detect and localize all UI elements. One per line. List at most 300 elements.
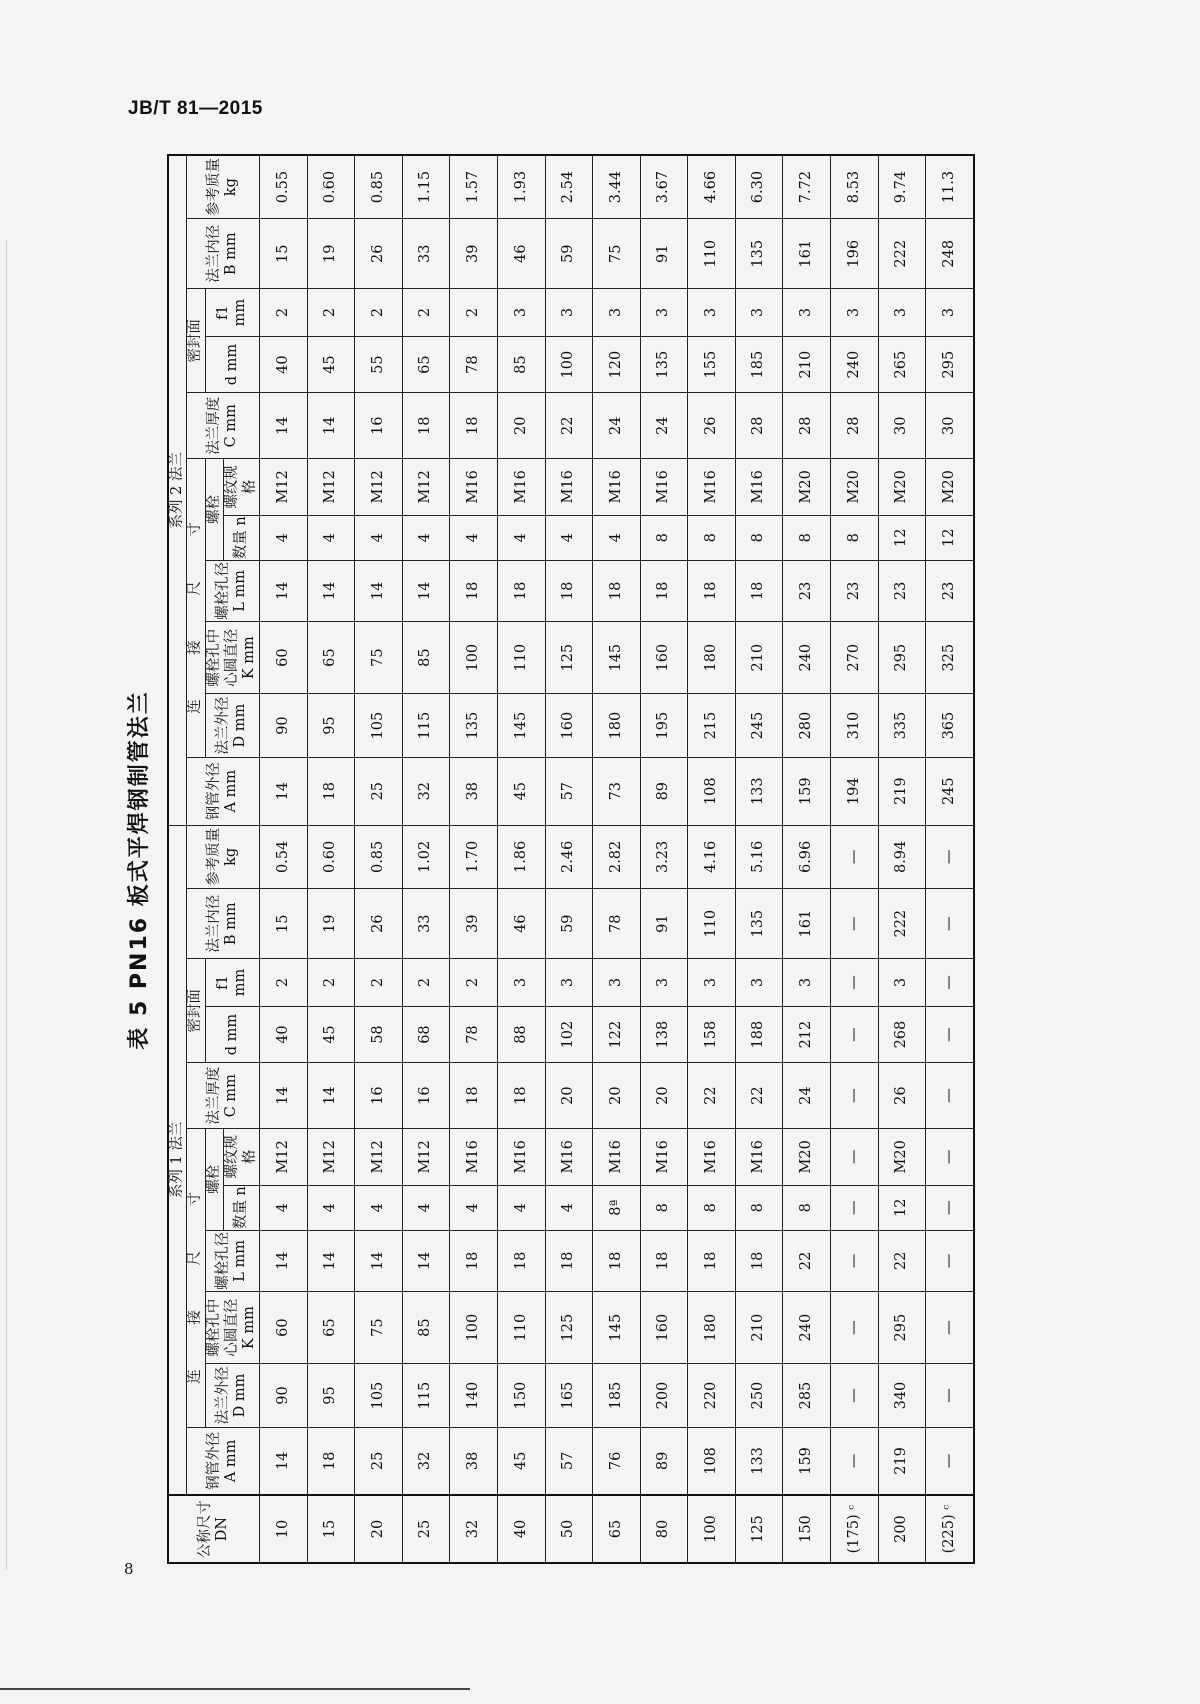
series2-cell: 14 [259,393,307,459]
dn-cell: 50 [545,1495,593,1563]
series2-cell: 325 [926,621,974,693]
series2-cell: 145 [497,694,545,757]
series1-cell: — [831,1364,879,1427]
series2-cell: 30 [926,393,974,459]
series1-cell: 110 [497,1291,545,1363]
series2-cell: 135 [735,219,783,289]
series2-cell: 0.55 [259,155,307,219]
series2-cell: 18 [735,560,783,621]
series2-cell: 108 [688,757,736,825]
series1-cell: 22 [783,1230,831,1291]
series1-cell: — [831,1006,879,1063]
series1-cell: 115 [402,1364,450,1427]
series1-cell: 219 [878,1427,926,1495]
s2-bolt-count-header: 数量 n [224,515,260,560]
series1-cell: — [831,1128,879,1185]
series2-cell: 159 [783,757,831,825]
series2-cell: 18 [307,757,355,825]
series2-cell: 3 [926,289,974,337]
series2-cell: 3 [783,289,831,337]
series1-cell: 16 [355,1063,403,1129]
series1-cell: 188 [735,1006,783,1063]
series1-cell: — [926,1128,974,1185]
series1-cell: 200 [640,1364,688,1427]
series2-cell: 8.53 [831,155,879,219]
series2-cell: 240 [783,621,831,693]
series1-cell: 185 [593,1364,641,1427]
series2-cell: 18 [593,560,641,621]
dn-cell: 20 [355,1495,403,1563]
table-row [640,155,688,1563]
series2-cell: 135 [450,694,498,757]
series1-cell: 78 [450,1006,498,1063]
series1-cell: 4.16 [688,825,736,888]
series1-cell: 2 [450,959,498,1007]
s1-bore-header: 法兰内径 B mm [187,889,260,959]
series1-cell: 165 [545,1364,593,1427]
series2-cell: 155 [688,336,736,393]
series1-cell: 18 [450,1230,498,1291]
series1-cell: 2.46 [545,825,593,888]
series1-cell: 150 [497,1364,545,1427]
series2-cell: 4 [259,515,307,560]
dn-header: 公称尺寸 DN [168,1495,259,1563]
series2-cell: 3 [688,289,736,337]
series2-cell: 46 [497,219,545,289]
series2-cell: 12 [878,515,926,560]
series1-cell: 18 [307,1427,355,1495]
series2-cell: 32 [402,757,450,825]
series1-cell: 22 [688,1063,736,1129]
series2-cell: 295 [926,336,974,393]
s2-connection-header: 连 接 尺 寸 [187,459,205,758]
dn-cell: 200 [878,1495,926,1563]
series1-cell: — [926,959,974,1007]
series1-cell: 22 [735,1063,783,1129]
series1-cell: 32 [402,1427,450,1495]
series2-cell: 115 [402,694,450,757]
series2-cell: 16 [355,393,403,459]
s1-seal-header: 密封面 [187,959,205,1063]
series2-cell: 89 [640,757,688,825]
series1-cell: 210 [735,1291,783,1363]
series2-cell: 295 [878,621,926,693]
series2-cell: 23 [926,560,974,621]
series2-cell: 39 [450,219,498,289]
series1-cell: 4 [450,1185,498,1230]
series1-cell: 3 [735,959,783,1007]
series1-cell: 68 [402,1006,450,1063]
series2-cell: 18 [688,560,736,621]
table-row [783,155,831,1563]
series2-cell: 26 [355,219,403,289]
series1-cell: 25 [355,1427,403,1495]
series2-cell: 133 [735,757,783,825]
table-row [831,155,879,1563]
series1-cell: 159 [783,1427,831,1495]
series1-cell: 3 [545,959,593,1007]
series2-cell: 180 [688,621,736,693]
series2-cell: 91 [640,219,688,289]
series1-cell: 24 [783,1063,831,1129]
series1-cell: 220 [688,1364,736,1427]
series1-cell: 8 [640,1185,688,1230]
series1-cell: 95 [307,1364,355,1427]
series1-cell: — [926,1364,974,1427]
series1-cell: 14 [307,1230,355,1291]
series2-cell: 2 [450,289,498,337]
series1-cell: — [926,1063,974,1129]
series1-cell: — [831,1185,879,1230]
series2-cell: 365 [926,694,974,757]
series1-cell: 26 [878,1063,926,1129]
series2-cell: M20 [878,459,926,516]
series1-cell: 20 [545,1063,593,1129]
series2-cell: 28 [735,393,783,459]
series2-cell: 18 [450,560,498,621]
series2-cell: 3 [640,289,688,337]
series2-cell: 7.72 [783,155,831,219]
series1-cell: 3 [783,959,831,1007]
series1-cell: 285 [783,1364,831,1427]
series2-cell: M20 [926,459,974,516]
series2-cell: 3 [497,289,545,337]
series2-cell: 0.85 [355,155,403,219]
series1-cell: 38 [450,1427,498,1495]
series2-cell: 3.44 [593,155,641,219]
series1-cell: 59 [545,889,593,959]
series1-cell: 3.23 [640,825,688,888]
series1-cell: — [831,889,879,959]
series2-cell: 0.60 [307,155,355,219]
series2-cell: 1.93 [497,155,545,219]
series2-cell: 14 [355,560,403,621]
series1-cell: 102 [545,1006,593,1063]
series2-cell: 195 [640,694,688,757]
series1-cell: — [926,1291,974,1363]
series1-cell: 222 [878,889,926,959]
series2-cell: 23 [831,560,879,621]
series2-cell: 4 [307,515,355,560]
series1-cell: 18 [593,1230,641,1291]
series2-cell: 1.15 [402,155,450,219]
series1-cell: 125 [545,1291,593,1363]
series1-cell: 250 [735,1364,783,1427]
series1-cell: 145 [593,1291,641,1363]
series1-cell: 158 [688,1006,736,1063]
series1-cell: M20 [878,1128,926,1185]
series1-cell: 18 [545,1230,593,1291]
series2-cell: 24 [593,393,641,459]
series2-cell: 18 [450,393,498,459]
series2-cell: M12 [259,459,307,516]
series2-cell: 45 [307,336,355,393]
series1-cell: 138 [640,1006,688,1063]
series2-cell: 3 [545,289,593,337]
series1-cell: 5.16 [735,825,783,888]
series1-cell: 6.96 [783,825,831,888]
series2-cell: 1.57 [450,155,498,219]
series2-cell: 100 [450,621,498,693]
series1-cell: 2 [259,959,307,1007]
series1-cell: M12 [259,1128,307,1185]
series2-cell: 135 [640,336,688,393]
series2-cell: 73 [593,757,641,825]
s1-bolt-hole-header: 螺栓孔径 L mm [205,1230,259,1291]
series2-cell: 245 [926,757,974,825]
series1-cell: 18 [497,1230,545,1291]
series2-cell: 145 [593,621,641,693]
series2-cell: 38 [450,757,498,825]
series2-cell: 160 [545,694,593,757]
series1-cell: M12 [402,1128,450,1185]
series1-cell: 4 [497,1185,545,1230]
s2-bolt-header: 螺栓 [205,459,223,561]
s1-connection-header: 连 接 尺 寸 [187,1128,205,1427]
series1-cell: 4 [355,1185,403,1230]
series2-header: 系列 2 法兰 [168,155,187,825]
flange-table [167,154,975,1564]
series1-cell: 4 [545,1185,593,1230]
table-row [688,155,736,1563]
series2-cell: 6.30 [735,155,783,219]
series2-cell: 3 [831,289,879,337]
series1-cell: 19 [307,889,355,959]
series1-cell: 8 [735,1185,783,1230]
series1-cell: 161 [783,889,831,959]
series2-cell: 26 [688,393,736,459]
series1-cell: 100 [450,1291,498,1363]
dn-cell: 15 [307,1495,355,1563]
series2-cell: 2.54 [545,155,593,219]
series2-cell: 65 [307,621,355,693]
s1-seal-f1-header: f1 mm [205,959,259,1007]
series2-cell: 4.66 [688,155,736,219]
series2-cell: 125 [545,621,593,693]
series1-cell: M16 [497,1128,545,1185]
series2-cell: 55 [355,336,403,393]
series2-cell: 23 [878,560,926,621]
page-number: 8 [124,1560,134,1578]
series2-cell: 248 [926,219,974,289]
series1-cell: 45 [497,1427,545,1495]
series2-cell: 14 [259,757,307,825]
table-row [259,155,307,1563]
series2-cell: 215 [688,694,736,757]
s2-thickness-header: 法兰厚度 C mm [187,393,260,459]
series2-cell: 57 [545,757,593,825]
series2-cell: 310 [831,694,879,757]
series1-cell: 57 [545,1427,593,1495]
series1-cell: M16 [688,1128,736,1185]
series2-cell: 24 [640,393,688,459]
series2-cell: 120 [593,336,641,393]
series1-cell: — [831,1063,879,1129]
series1-cell: 58 [355,1006,403,1063]
series2-cell: 40 [259,336,307,393]
series2-cell: 110 [497,621,545,693]
series2-cell: 196 [831,219,879,289]
s2-bolt-hole-header: 螺栓孔径 L mm [205,560,259,621]
series2-cell: 45 [497,757,545,825]
series2-cell: 18 [545,560,593,621]
series1-cell: 1.02 [402,825,450,888]
series1-cell: — [831,959,879,1007]
series2-cell: 280 [783,694,831,757]
series2-cell: 11.3 [926,155,974,219]
series2-cell: 185 [735,336,783,393]
table-row [307,155,355,1563]
table-title: 表 5 PN16 板式平焊钢制管法兰 [127,690,152,1050]
series1-cell: 40 [259,1006,307,1063]
series2-cell: 85 [497,336,545,393]
series1-cell: M20 [783,1128,831,1185]
series1-cell: 76 [593,1427,641,1495]
series2-cell: 3 [735,289,783,337]
s1-bolt-thread-header: 螺纹规格 [224,1128,260,1185]
series1-cell: 8 [783,1185,831,1230]
s1-mass-header: 参考质量 kg [187,825,260,888]
series1-cell: M16 [735,1128,783,1185]
series2-cell: 3 [593,289,641,337]
series1-cell: 295 [878,1291,926,1363]
series1-cell: 105 [355,1364,403,1427]
series2-cell: 219 [878,757,926,825]
series2-cell: 105 [355,694,403,757]
series2-cell: 23 [783,560,831,621]
series1-cell: 0.60 [307,825,355,888]
series2-cell: 8 [688,515,736,560]
s2-seal-header: 密封面 [187,289,205,393]
table-row [878,155,926,1563]
series2-cell: 240 [831,336,879,393]
series1-cell: 140 [450,1364,498,1427]
series2-cell: 65 [402,336,450,393]
series1-cell: — [926,1427,974,1495]
series2-cell: 245 [735,694,783,757]
series2-cell: 75 [355,621,403,693]
dn-cell: 65 [593,1495,641,1563]
series1-cell: — [926,889,974,959]
s2-seal-f1-header: f1 mm [205,289,259,337]
series1-cell: 18 [688,1230,736,1291]
series2-cell: 8 [735,515,783,560]
series1-cell: 18 [497,1063,545,1129]
series2-cell: 110 [688,219,736,289]
scan-line [0,1688,470,1690]
s1-thickness-header: 法兰厚度 C mm [187,1063,260,1129]
series2-cell: 4 [450,515,498,560]
dn-cell: 25 [402,1495,450,1563]
series1-cell: 3 [878,959,926,1007]
series2-cell: 265 [878,336,926,393]
series2-cell: M20 [831,459,879,516]
series2-cell: 4 [593,515,641,560]
series1-cell: 89 [640,1427,688,1495]
series1-cell: 65 [307,1291,355,1363]
series1-cell: 88 [497,1006,545,1063]
series1-cell: 33 [402,889,450,959]
series2-cell: 8 [831,515,879,560]
series2-cell: 90 [259,694,307,757]
series1-cell: 60 [259,1291,307,1363]
series1-cell: 0.54 [259,825,307,888]
series1-cell: 91 [640,889,688,959]
series2-cell: 4 [497,515,545,560]
series2-cell: 18 [402,393,450,459]
dn-cell: (225) ᶜ [926,1495,974,1563]
series1-cell: 110 [688,889,736,959]
table-row [545,155,593,1563]
series2-cell: 28 [831,393,879,459]
s1-bolt-circle-header: 螺栓孔中心圆直径 K mm [205,1291,259,1363]
series1-cell: 3 [640,959,688,1007]
series1-cell: 8ª [593,1185,641,1230]
table-row [450,155,498,1563]
series1-cell: 4 [402,1185,450,1230]
series2-cell: 2 [307,289,355,337]
series1-header: 系列 1 法兰 [168,825,187,1495]
series2-cell: 2 [402,289,450,337]
series2-cell: M16 [497,459,545,516]
series2-cell: 2 [355,289,403,337]
series2-cell: 270 [831,621,879,693]
dn-cell: 150 [783,1495,831,1563]
table-row [926,155,974,1563]
series1-cell: M12 [307,1128,355,1185]
series1-cell: — [831,1291,879,1363]
s2-flange-od-header: 法兰外径 D mm [205,694,259,757]
series1-cell: 8 [688,1185,736,1230]
series2-cell: 33 [402,219,450,289]
series2-cell: 3.67 [640,155,688,219]
series2-cell: 19 [307,219,355,289]
series2-cell: 14 [259,560,307,621]
series1-cell: 1.86 [497,825,545,888]
series2-cell: 14 [307,560,355,621]
table-row [355,155,403,1563]
series1-cell: — [831,1230,879,1291]
series2-cell: 15 [259,219,307,289]
series1-cell: M16 [545,1128,593,1185]
series2-cell: 4 [402,515,450,560]
table-row [402,155,450,1563]
series1-cell: 46 [497,889,545,959]
dn-cell: (175) ᶜ [831,1495,879,1563]
series1-cell: 14 [355,1230,403,1291]
table-row [593,155,641,1563]
series1-cell: 268 [878,1006,926,1063]
series1-cell: 39 [450,889,498,959]
series1-cell: 3 [497,959,545,1007]
series2-cell: M16 [640,459,688,516]
series1-cell: 3 [593,959,641,1007]
series2-cell: 20 [497,393,545,459]
series1-cell: 22 [878,1230,926,1291]
s2-bore-header: 法兰内径 B mm [187,219,260,289]
series1-cell: — [926,1006,974,1063]
series2-cell: 161 [783,219,831,289]
series1-cell: 90 [259,1364,307,1427]
series2-cell: 78 [450,336,498,393]
series2-cell: 180 [593,694,641,757]
series1-cell: 0.85 [355,825,403,888]
series1-cell: — [926,1185,974,1230]
series1-cell: 3 [688,959,736,1007]
s1-flange-od-header: 法兰外径 D mm [205,1364,259,1427]
series2-cell: 4 [545,515,593,560]
series1-cell: 20 [640,1063,688,1129]
